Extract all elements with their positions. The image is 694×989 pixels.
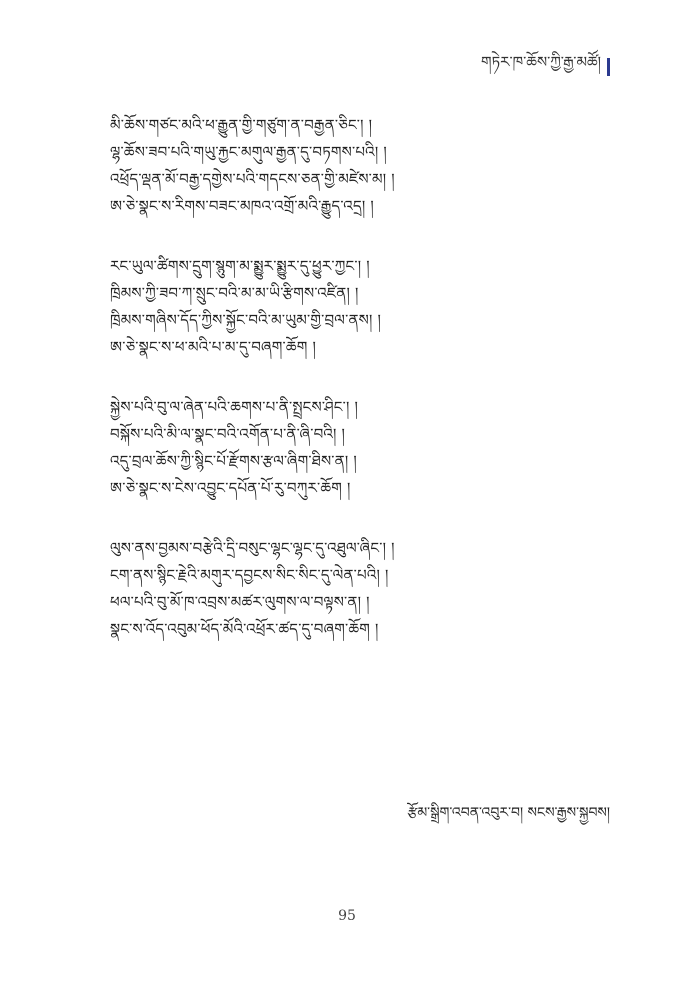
poem-body: [110, 112, 570, 676]
stanza-1: [110, 112, 570, 220]
running-header: [481, 46, 610, 88]
poem-line: ཁྲིམས་ཀྱི་ཟབ་ཀ་སྲུང་བའི་མ་མ་ཡི་རྩིགས་འཛིན། །: [110, 284, 359, 302]
stanza-4: [110, 535, 570, 643]
poem-line: ལུས་ནས་བྱམས་བརྩེའི་དྲི་བསུང་ལྷང་ལྷང་དུ་འཐུལ་ཞིང་། །: [110, 539, 395, 557]
poem-line: ཕལ་པའི་བུ་མོ་ཁ་འབྲས་མཚར་ལུགས་ལ་བལྟས་ན། །: [110, 593, 370, 611]
poem-line: སྣང་ས་འོད་འབུམ་ཕོད་མོའི་འཕྲོར་ཚད་དུ་བཞག་ཆོག །: [110, 620, 379, 638]
poem-line: ཨ་ཅེ་སྣང་ས་ཕ་མའི་པ་མ་དུ་བཞག་ཆོག །: [110, 338, 316, 356]
poem-line: འཕྲོད་ལྡན་མོ་བརྒྱ་དགྱེས་པའི་གདངས་ཅན་གྱི་མཛེས་མ། །: [110, 170, 395, 188]
poem-line: ངག་ནས་སྙིང་རྗེའི་མགུར་དབྱངས་སིང་སིང་དུ་ལེན་པའི། །: [110, 566, 389, 584]
author-signature: རྩོམ་སྒྲིག་འབན་འབུར་བ། སངས་རྒྱས་སྐྱབས།: [407, 805, 610, 821]
poem-line: བསྐོས་པའི་མི་ལ་སྣང་བའི་འགོན་པ་ནི་ཞི་བའི། །: [110, 425, 346, 443]
stanza-2: [110, 253, 570, 361]
poem-line: ལྷ་ཆོས་ཟབ་པའི་གཡུ་རྐྱང་མགུལ་རྒྱན་དུ་བཏགས་པའི། །: [110, 143, 387, 161]
page-number: 95: [338, 908, 356, 924]
poem-line: སྐྱེས་པའི་བུ་ལ་ཞེན་པའི་ཆགས་པ་ནི་སྤྲངས་ཤིང་། །: [110, 398, 359, 416]
header-accent-bar: [607, 58, 610, 76]
header-title: གཏེར་ཁ་ཆོས་ཀྱི་རྒྱ་མཚོ།: [481, 53, 601, 71]
poem-line: འདུ་བྲལ་ཆོས་ཀྱི་སྙིང་པོ་རྫོགས་རྩལ་ཞིག་ཐིས་ན། །: [110, 452, 357, 470]
poem-line: ཁྲིམས་གཞིས་དོད་ཀྱིས་སྐྱོང་བའི་མ་ཡུམ་གྱི་བྲལ་ནས། །: [110, 311, 381, 329]
poem-line: ཨ་ཅེ་སྣང་ས་རིགས་བཟང་མཁའ་འགྲོ་མའི་རྒྱུད་འདྲ། །: [110, 197, 374, 215]
poem-line: རང་ཡུལ་ཚིགས་དྲུག་སྙུག་མ་སྨྱུར་སྨྱུར་དུ་ཕྱུར་ཀྱང་། །: [110, 257, 370, 275]
stanza-3: [110, 394, 570, 502]
poem-line: མི་ཆོས་གཙང་མའི་ཕ་རྒྱུན་གྱི་གཙུག་ན་བརྒྱན་ཅིང་། །: [110, 116, 373, 134]
poem-line: ཨ་ཅེ་སྣང་ས་ངེས་འབྱུང་དཔོན་པོ་རུ་བཀུར་ཆོག །: [110, 479, 351, 497]
